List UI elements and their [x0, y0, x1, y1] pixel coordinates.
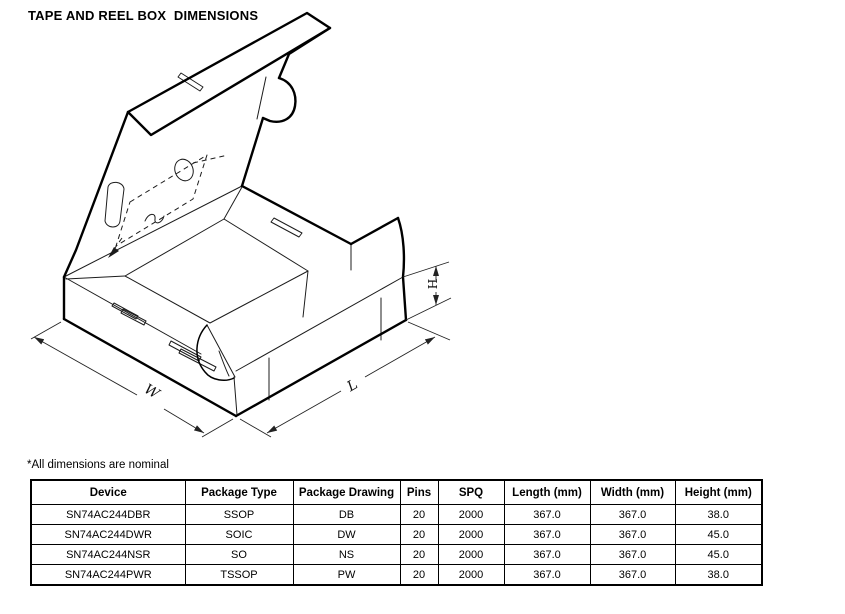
- table-cell: 38.0: [675, 505, 762, 525]
- table-cell: 367.0: [504, 525, 590, 545]
- lid-right-tab: [263, 78, 295, 122]
- column-header-spq: SPQ: [438, 480, 504, 505]
- column-header-device: Device: [31, 480, 185, 505]
- box-outline: [64, 13, 406, 416]
- table-cell: 367.0: [504, 545, 590, 565]
- table-cell: DW: [293, 525, 400, 545]
- table-cell: SN74AC244NSR: [31, 545, 185, 565]
- table-cell: SN74AC244PWR: [31, 565, 185, 586]
- table-cell: SSOP: [185, 505, 293, 525]
- table-cell: SO: [185, 545, 293, 565]
- packaging-table: [30, 479, 763, 586]
- page-title: TAPE AND REEL BOX DIMENSIONS: [28, 8, 259, 23]
- table-row: [31, 525, 762, 545]
- dimension-w: [31, 322, 233, 437]
- table-cell: 2000: [438, 505, 504, 525]
- table-cell: TSSOP: [185, 565, 293, 586]
- dimension-h: [403, 262, 451, 320]
- table-cell: 367.0: [590, 545, 675, 565]
- table-cell: 45.0: [675, 545, 762, 565]
- table-cell: 20: [400, 525, 438, 545]
- table-cell: PW: [293, 565, 400, 586]
- width-label: W: [141, 381, 162, 403]
- column-header-pins: Pins: [400, 480, 438, 505]
- table-header-row: [31, 480, 762, 505]
- table-row: [31, 505, 762, 525]
- table-cell: 367.0: [590, 505, 675, 525]
- column-header-package-drawing: Package Drawing: [293, 480, 400, 505]
- table-cell: 367.0: [504, 565, 590, 586]
- column-header-height: Height (mm): [675, 480, 762, 505]
- table-cell: 367.0: [590, 525, 675, 545]
- table-cell: 2000: [438, 525, 504, 545]
- dimension-l: [240, 322, 450, 437]
- lid-left-tab: [105, 182, 124, 227]
- table-cell: SOIC: [185, 525, 293, 545]
- table-cell: 2000: [438, 565, 504, 586]
- table-cell: 20: [400, 545, 438, 565]
- table-cell: 20: [400, 505, 438, 525]
- length-label: L: [344, 376, 361, 396]
- table-cell: SN74AC244DBR: [31, 505, 185, 525]
- table-cell: SN74AC244DWR: [31, 525, 185, 545]
- table-cell: 2000: [438, 545, 504, 565]
- column-header-package-type: Package Type: [185, 480, 293, 505]
- table-row: [31, 545, 762, 565]
- table-cell: 20: [400, 565, 438, 586]
- column-header-width: Width (mm): [590, 480, 675, 505]
- front-corner-curl: [197, 325, 234, 380]
- table-cell: 45.0: [675, 525, 762, 545]
- height-label: H: [425, 278, 439, 290]
- table-cell: 367.0: [504, 505, 590, 525]
- dashed-arrowhead: [108, 247, 119, 258]
- lid-hole: [172, 157, 196, 184]
- table-cell: 367.0: [590, 565, 675, 586]
- dimensions-note: *All dimensions are nominal: [27, 459, 169, 471]
- table-row: [31, 565, 762, 586]
- table-cell: NS: [293, 545, 400, 565]
- table-cell: DB: [293, 505, 400, 525]
- column-header-length: Length (mm): [504, 480, 590, 505]
- table-cell: 38.0: [675, 565, 762, 586]
